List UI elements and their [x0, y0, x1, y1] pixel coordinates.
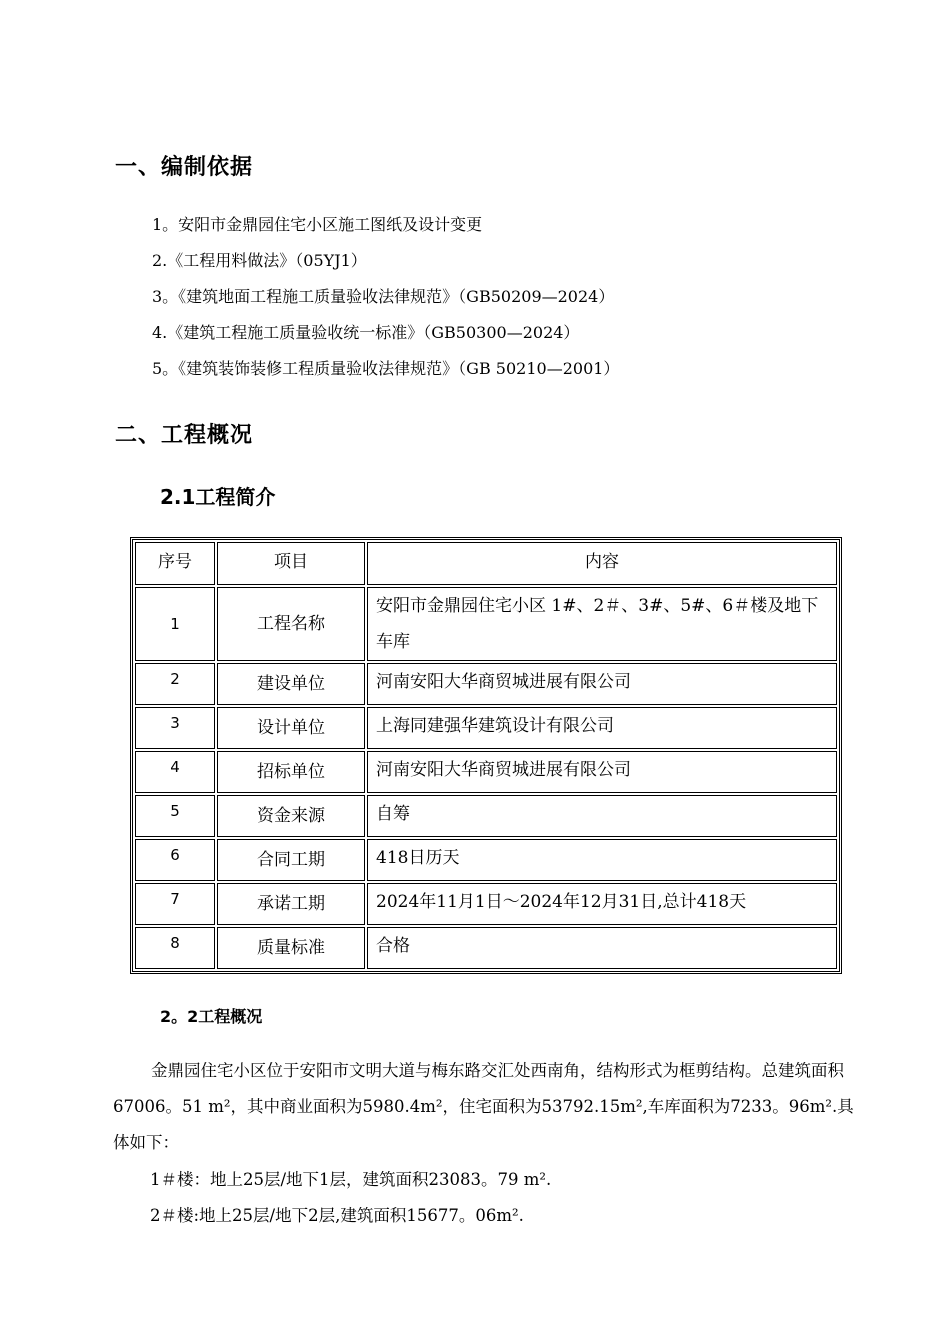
row-item: 承诺工期 — [217, 883, 365, 925]
row-item: 合同工期 — [217, 839, 365, 881]
basis-item: 1。安阳市金鼎园住宅小区施工图纸及设计变更 — [152, 215, 483, 234]
row-content: 河南安阳大华商贸城进展有限公司 — [367, 751, 837, 793]
row-item: 工程名称 — [217, 587, 365, 661]
row-no: 8 — [135, 927, 215, 969]
section-2-heading: 二、工程概况 — [115, 423, 254, 448]
basis-item: 4.《建筑工程施工质量验收统一标准》（GB50300—2024） — [152, 323, 580, 342]
subsection-2-1-heading: 2.1工程简介 — [160, 485, 276, 509]
table-row — [135, 927, 837, 969]
row-item: 设计单位 — [217, 707, 365, 749]
building-1-line: 1＃楼：地上25层/地下1层，建筑面积23083。79 m². — [150, 1170, 552, 1189]
row-no: 6 — [135, 839, 215, 881]
basis-item: 5。《建筑装饰装修工程质量验收法律规范》（GB 50210—2001） — [152, 359, 620, 378]
table-row — [135, 663, 837, 705]
subsection-2-2-heading: 2。2工程概况 — [160, 1007, 263, 1026]
row-content: 2024年11月1日～2024年12月31日,总计418天 — [367, 883, 837, 925]
row-no: 5 — [135, 795, 215, 837]
row-content: 河南安阳大华商贸城进展有限公司 — [367, 663, 837, 705]
row-content: 安阳市金鼎园住宅小区 1#、2＃、3#、5#、6＃楼及地下车库 — [367, 587, 837, 661]
basis-item: 2.《工程用料做法》（05YJ1） — [152, 251, 367, 270]
row-item: 招标单位 — [217, 751, 365, 793]
row-no: 4 — [135, 751, 215, 793]
section-1-heading: 一、编制依据 — [115, 155, 254, 180]
building-2-line: 2＃楼:地上25层/地下2层,建筑面积15677。06m². — [150, 1206, 524, 1225]
row-no: 7 — [135, 883, 215, 925]
header-item: 项目 — [217, 542, 365, 585]
row-no: 3 — [135, 707, 215, 749]
table-row — [135, 883, 837, 925]
table-row — [135, 795, 837, 837]
row-item: 质量标准 — [217, 927, 365, 969]
project-info-table — [130, 537, 842, 974]
table-row — [135, 587, 837, 661]
table-header-row — [135, 542, 837, 585]
row-no: 1 — [135, 587, 215, 661]
table-row — [135, 707, 837, 749]
row-item: 资金来源 — [217, 795, 365, 837]
table-row — [135, 751, 837, 793]
row-no: 2 — [135, 663, 215, 705]
overview-paragraph: 金鼎园住宅小区位于安阳市文明大道与梅东路交汇处西南角，结构形式为框剪结构。总建筑面积67006。51 m²，其中商业面积为5980.4m²，住宅面积为53792.15m²,车库面积为7233。96m².具体如下： — [113, 1061, 854, 1152]
basis-list — [152, 210, 619, 390]
row-content: 自筹 — [367, 795, 837, 837]
header-no: 序号 — [135, 542, 215, 585]
row-content: 418日历天 — [367, 839, 837, 881]
basis-item: 3。《建筑地面工程施工质量验收法律规范》（GB50209—2024） — [152, 287, 615, 306]
header-content: 内容 — [367, 542, 837, 585]
table-row — [135, 839, 837, 881]
row-content: 合格 — [367, 927, 837, 969]
row-item: 建设单位 — [217, 663, 365, 705]
row-content: 上海同建强华建筑设计有限公司 — [367, 707, 837, 749]
